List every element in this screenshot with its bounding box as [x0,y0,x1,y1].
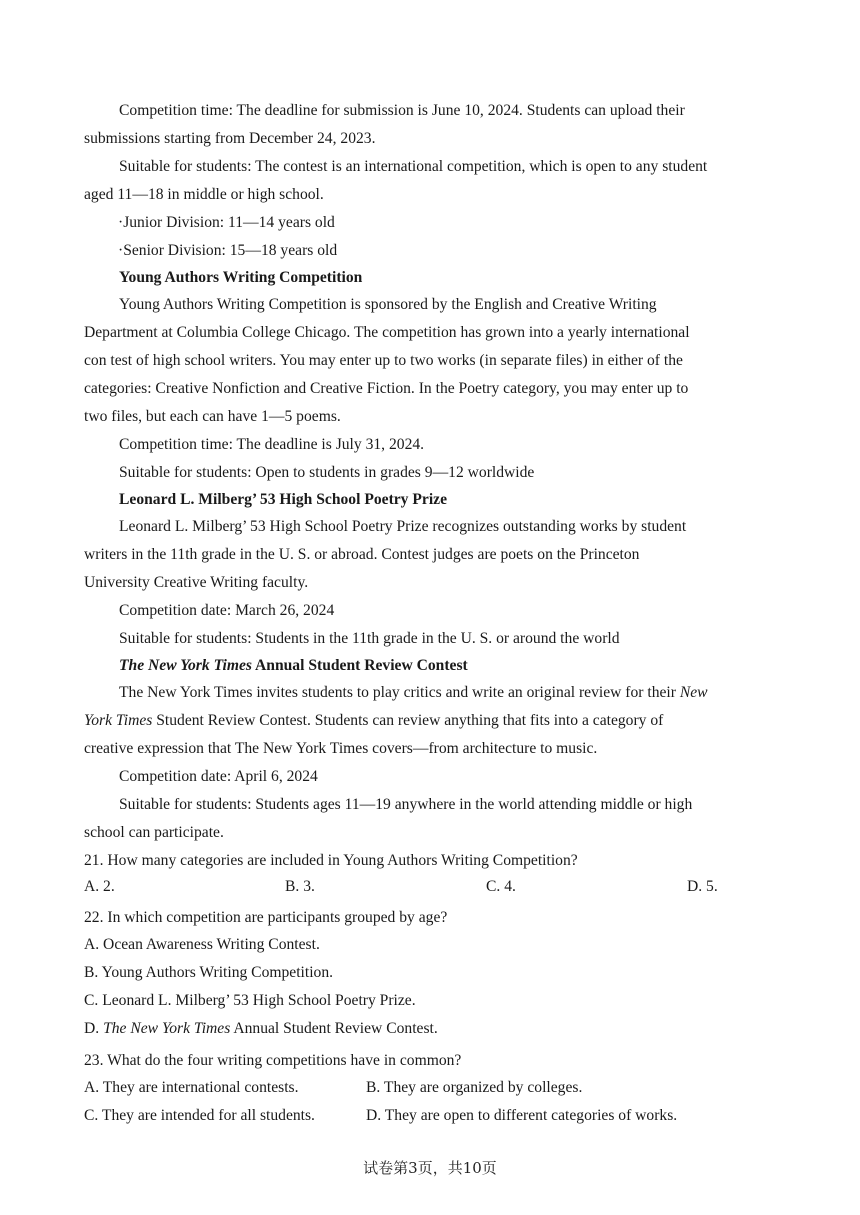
q23-option-a: A. They are international contests. [84,1079,299,1096]
young-authors-heading: Young Authors Writing Competition [119,269,363,286]
young-authors-body-2: Department at Columbia College Chicago. The competition has grown into a yearly international [84,324,690,341]
question-22-stem: 22. In which competition are participants grouped by age? [84,909,448,926]
milberg-date: Competition date: March 26, 2024 [119,602,335,619]
nyt-suitable-1: Suitable for students: Students ages 11—19 anywhere in the world attending middle or high [119,796,693,813]
nyt-body-2 [84,707,784,735]
young-authors-body-3: con test of high school writers. You may enter up to two works (in separate files) in either of the [84,352,683,369]
question-21-options [84,874,784,900]
milberg-suitable: Suitable for students: Students in the 11th grade in the U. S. or around the world [119,630,620,647]
q22-d-prefix: D. [84,1020,104,1037]
exam-page-content [84,97,784,1130]
nyt-body-2b: Student Review Contest. Students can review anything that fits into a category of [152,712,664,729]
milberg-body-3: University Creative Writing faculty. [84,574,309,591]
q22-d-rest: Annual Student Review Contest. [230,1020,438,1037]
competition-time-line-1: Competition time: The deadline for submission is June 10, 2024. Students can upload their [119,102,685,119]
question-21-stem: 21. How many categories are included in Young Authors Writing Competition? [84,852,578,869]
nyt-body-1b: New [679,684,708,701]
nyt-body-1a: The New York Times invites students to play critics and write an original review for their [119,684,680,701]
milberg-body-2: writers in the 11th grade in the U. S. or abroad. Contest judges are poets on the Princeton [84,546,640,563]
milberg-heading: Leonard L. Milberg’ 53 High School Poetry Prize [119,491,447,508]
q23-options-row-2 [84,1102,784,1130]
young-authors-suitable: Suitable for students: Open to students in grades 9—12 worldwide [119,464,535,481]
q23-option-c: C. They are intended for all students. [84,1107,315,1124]
q22-option-a: A. Ocean Awareness Writing Contest. [84,936,320,953]
q21-option-b: B. 3. [285,878,315,895]
q21-option-a: A. 2. [84,878,115,895]
competition-time-line-2: submissions starting from December 24, 2023. [84,130,376,147]
nyt-heading-italic: The New York Times [119,657,252,674]
q22-d-italic: The New York Times [103,1020,231,1037]
suitable-line-1: Suitable for students: The contest is an international competition, which is open to any student [119,158,708,175]
q22-option-b: B. Young Authors Writing Competition. [84,964,334,981]
q22-option-d [84,1015,784,1043]
young-authors-body-4: categories: Creative Nonfiction and Creative Fiction. In the Poetry category, you may enter up to [84,380,689,397]
q23-option-b: B. They are organized by colleges. [366,1079,583,1096]
nyt-date: Competition date: April 6, 2024 [119,768,318,785]
q22-option-c: C. Leonard L. Milberg’ 53 High School Poetry Prize. [84,992,416,1009]
senior-division: ·Senior Division: 15—18 years old [118,242,338,259]
suitable-line-2: aged 11—18 in middle or high school. [84,186,324,203]
nyt-body-3: creative expression that The New York Times covers—from architecture to music. [84,740,598,757]
young-authors-body-1: Young Authors Writing Competition is sponsored by the English and Creative Writing [119,296,657,313]
question-23-stem: 23. What do the four writing competitions have in common? [84,1052,462,1069]
q21-option-d: D. 5. [687,878,718,895]
young-authors-body-5: two files, but each can have 1—5 poems. [84,408,341,425]
page-footer: 试卷第3页，共10页 [363,1159,497,1177]
nyt-heading-rest: Annual Student Review Contest [251,657,468,674]
q21-option-c: C. 4. [486,878,516,895]
nyt-body-1 [84,679,784,707]
q23-options-row-1 [84,1074,784,1102]
junior-division: ·Junior Division: 11—14 years old [118,214,335,231]
milberg-body-1: Leonard L. Milberg’ 53 High School Poetry Prize recognizes outstanding works by student [119,518,687,535]
q23-option-d: D. They are open to different categories of works. [366,1107,678,1124]
nyt-body-2a: York Times [84,712,153,729]
nyt-suitable-2: school can participate. [84,824,224,841]
young-authors-time: Competition time: The deadline is July 31, 2024. [119,436,425,453]
nyt-heading [84,653,784,679]
